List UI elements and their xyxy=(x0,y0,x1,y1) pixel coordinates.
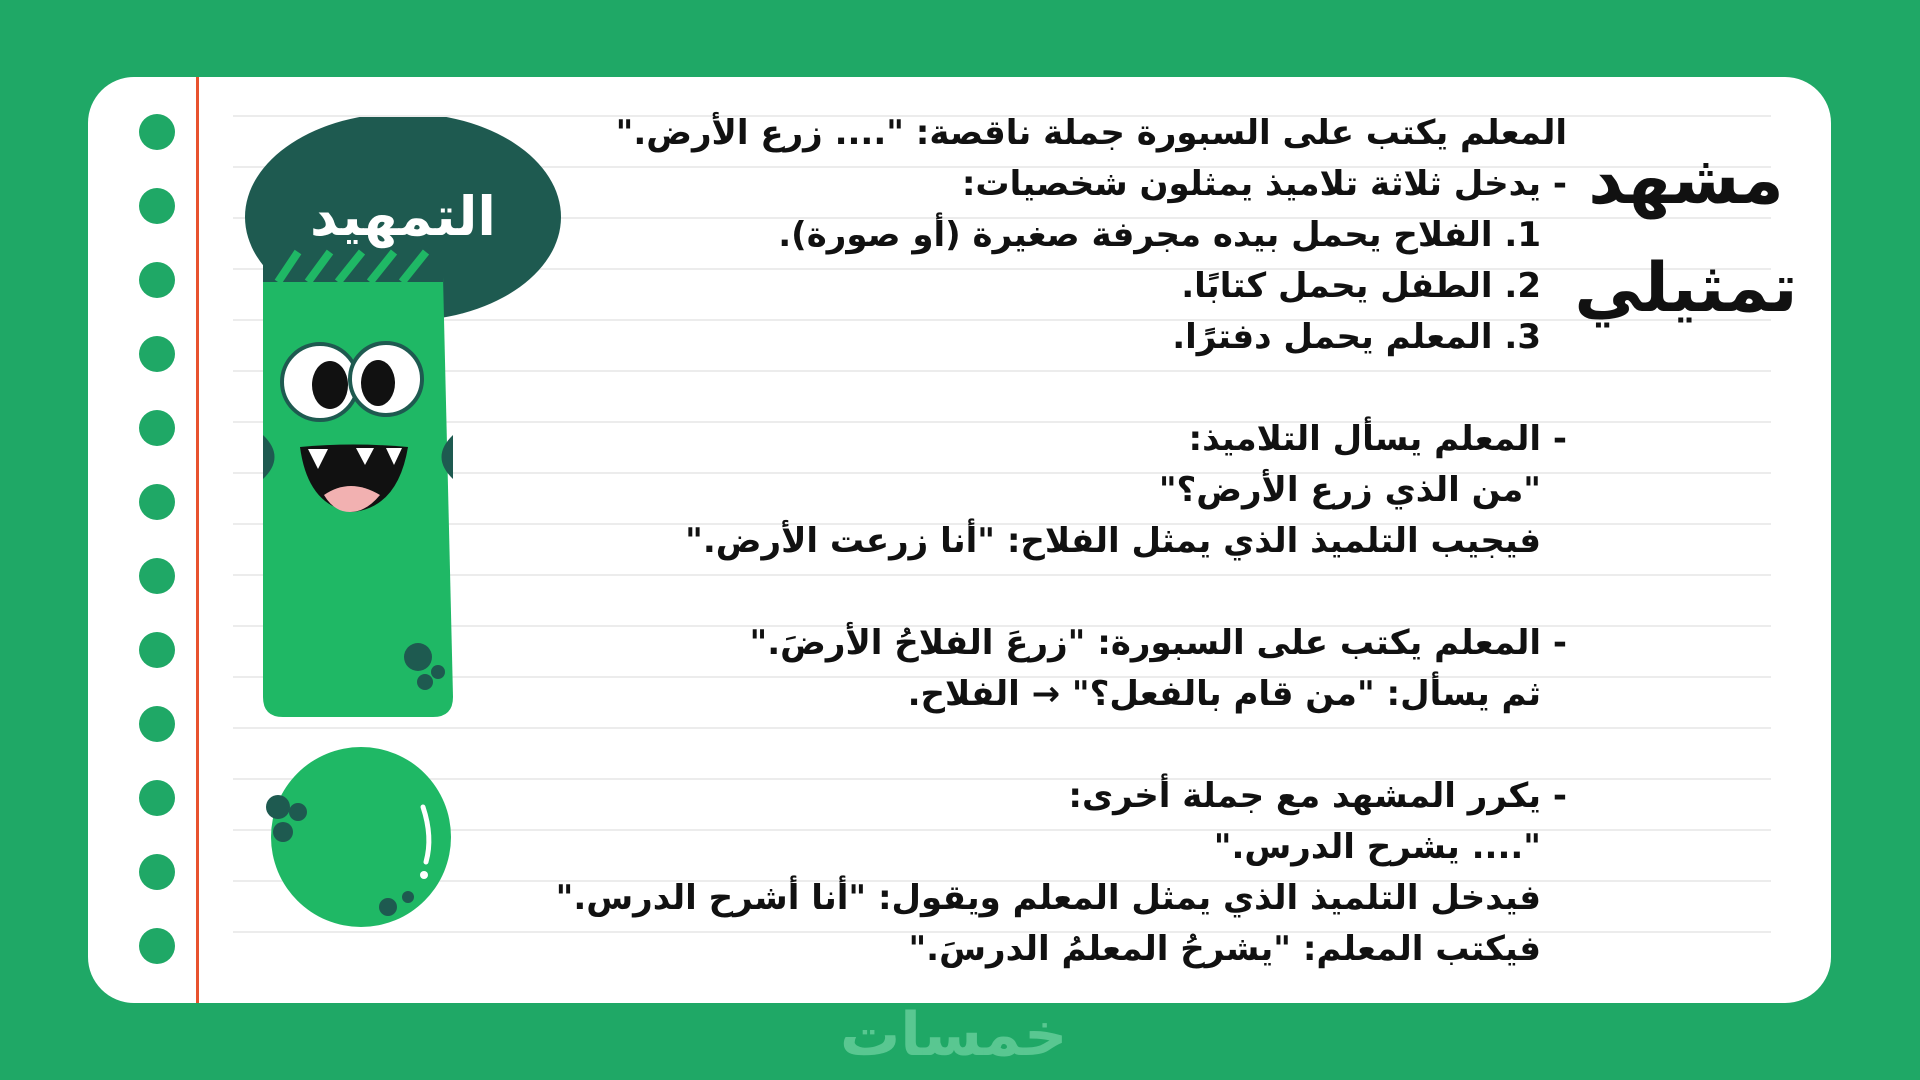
binder-hole xyxy=(139,188,175,224)
binder-hole xyxy=(139,336,175,372)
text-line: 3. المعلم يحمل دفترًا. xyxy=(1172,317,1541,357)
page-title xyxy=(1571,127,1801,343)
text-line: - يدخل ثلاثة تلاميذ يمثلون شخصيات: xyxy=(961,164,1567,204)
text-line: 2. الطفل يحمل كتابًا. xyxy=(1181,266,1541,306)
binder-hole xyxy=(139,114,175,150)
text-line: فيدخل التلميذ الذي يمثل المعلم ويقول: "أنا أشرح الدرس." xyxy=(555,878,1541,918)
binder-hole xyxy=(139,928,175,964)
watermark-logo: خمسات xyxy=(840,1000,1068,1070)
text-line: "من الذي زرع الأرض؟" xyxy=(1158,470,1541,510)
title-line-1: مشهد xyxy=(1588,141,1784,220)
title-line-2: تمثيلي xyxy=(1574,249,1798,328)
text-line: ثم يسأل: "من قام بالفعل؟" → الفلاح. xyxy=(907,674,1541,714)
text-line: فيجيب التلميذ الذي يمثل الفلاح: "أنا زرعت الأرض." xyxy=(685,521,1541,561)
mascot-dot xyxy=(266,747,451,927)
binder-hole xyxy=(139,484,175,520)
text-line: - يكرر المشهد مع جملة أخرى: xyxy=(1068,776,1567,816)
binder-hole xyxy=(139,706,175,742)
bubble-label: التمهيد xyxy=(310,185,496,248)
scene-text xyxy=(437,108,1567,975)
text-line: - المعلم يسأل التلاميذ: xyxy=(1188,419,1567,459)
binder-hole xyxy=(139,262,175,298)
binder-hole xyxy=(139,558,175,594)
mascot-body xyxy=(263,252,453,717)
text-line: ".... يشرح الدرس." xyxy=(1213,827,1541,867)
text-line: - المعلم يكتب على السبورة: "زرعَ الفلاحُ الأرضَ." xyxy=(749,623,1567,663)
text-line: المعلم يكتب على السبورة جملة ناقصة: ".... زرع الأرض." xyxy=(615,113,1567,153)
binder-hole xyxy=(139,632,175,668)
blank-line xyxy=(437,567,1567,618)
margin-line xyxy=(196,77,199,1003)
notebook-card xyxy=(88,77,1831,1003)
binder-hole xyxy=(139,780,175,816)
binder-hole xyxy=(139,854,175,890)
binder-hole xyxy=(139,410,175,446)
text-line: فيكتب المعلم: "يشرحُ المعلمُ الدرسَ." xyxy=(908,929,1541,969)
blank-line xyxy=(437,720,1567,771)
blank-line xyxy=(437,363,1567,414)
text-line: 1. الفلاح يحمل بيده مجرفة صغيرة (أو صورة). xyxy=(778,215,1541,255)
